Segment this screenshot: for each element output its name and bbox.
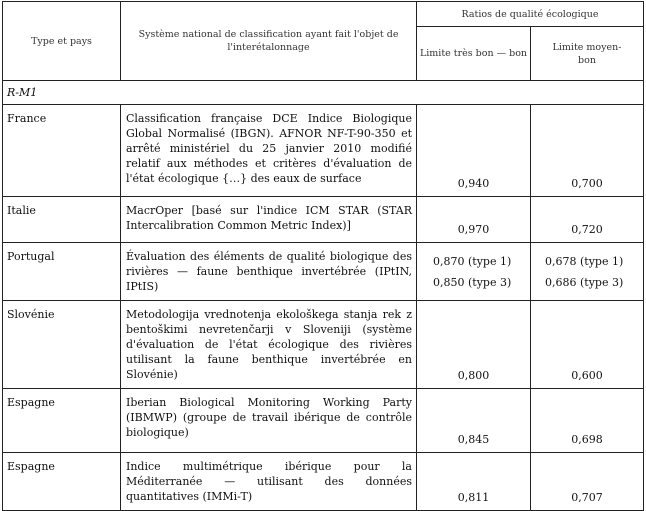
high-good-value: 0,845 (417, 389, 531, 453)
table-row (3, 105, 644, 197)
system-cell: Metodologija vrednotenja ekološkega stanja rek z bentoškimi nevretenčarji v Sloveniji (système d'évaluation de l'état écologique des rivières utilisant la faune benthique invertébrée en Slovénie) (121, 301, 417, 389)
moderate-good-value: 0,707 (531, 453, 644, 511)
country-cell: Portugal (3, 243, 121, 301)
country-cell: Espagne (3, 389, 121, 453)
high-good-value: 0,811 (417, 453, 531, 511)
high-good-value: 0,800 (417, 301, 531, 389)
quality-ratio-table (2, 1, 644, 511)
section-row (3, 81, 644, 105)
header-high-good-limit: Limite très bon — bon (417, 27, 531, 81)
section-label: R-M1 (3, 81, 644, 105)
high-good-values (417, 243, 531, 301)
table-row (3, 301, 644, 389)
moderate-good-value-type3: 0,686 (type 3) (545, 276, 624, 289)
system-cell: Iberian Biological Monitoring Working Party (IBMWP) (groupe de travail ibérique de contrôle biologique) (121, 389, 417, 453)
header-ecological-quality-ratios: Ratios de qualité écologique (417, 2, 644, 27)
document-page (2, 1, 643, 511)
header-moderate-good-limit: Limite moyen-bon (531, 27, 644, 81)
country-cell: Espagne (3, 453, 121, 511)
system-cell: Indice multimétrique ibérique pour la Méditerranée — utilisant des données quantitatives (IMMi-T) (121, 453, 417, 511)
high-good-value-type3: 0,850 (type 3) (433, 276, 512, 289)
moderate-good-value: 0,600 (531, 301, 644, 389)
country-cell: France (3, 105, 121, 197)
table-row (3, 453, 644, 511)
header-row (3, 2, 644, 27)
high-good-value-type1: 0,870 (type 1) (433, 255, 512, 268)
country-cell: Slovénie (3, 301, 121, 389)
table-row (3, 389, 644, 453)
moderate-good-values (531, 243, 644, 301)
system-cell: Évaluation des éléments de qualité biologique des rivières — faune benthique invertébrée (IPtIN, IPtIS) (121, 243, 417, 301)
system-cell: MacrOper [basé sur l'indice ICM STAR (STAR Intercalibration Common Metric Index)] (121, 197, 417, 243)
system-cell: Classification française DCE Indice Biologique Global Normalisé (IBGN). AFNOR NF-T-90-350 et arrêté ministériel du 25 janvier 2010 modifié relatif aux méthodes et critères d'évaluation de l'état écologique {…} des eaux de surface (121, 105, 417, 197)
moderate-good-value: 0,698 (531, 389, 644, 453)
moderate-good-value-type1: 0,678 (type 1) (545, 255, 624, 268)
high-good-value: 0,940 (417, 105, 531, 197)
moderate-good-value: 0,700 (531, 105, 644, 197)
country-cell: Italie (3, 197, 121, 243)
header-classification-system: Système national de classification ayant fait l'objet de l'interétalonnage (121, 2, 417, 81)
table-row (3, 197, 644, 243)
header-type-country: Type et pays (3, 2, 121, 81)
table-row (3, 243, 644, 301)
high-good-value: 0,970 (417, 197, 531, 243)
moderate-good-value: 0,720 (531, 197, 644, 243)
